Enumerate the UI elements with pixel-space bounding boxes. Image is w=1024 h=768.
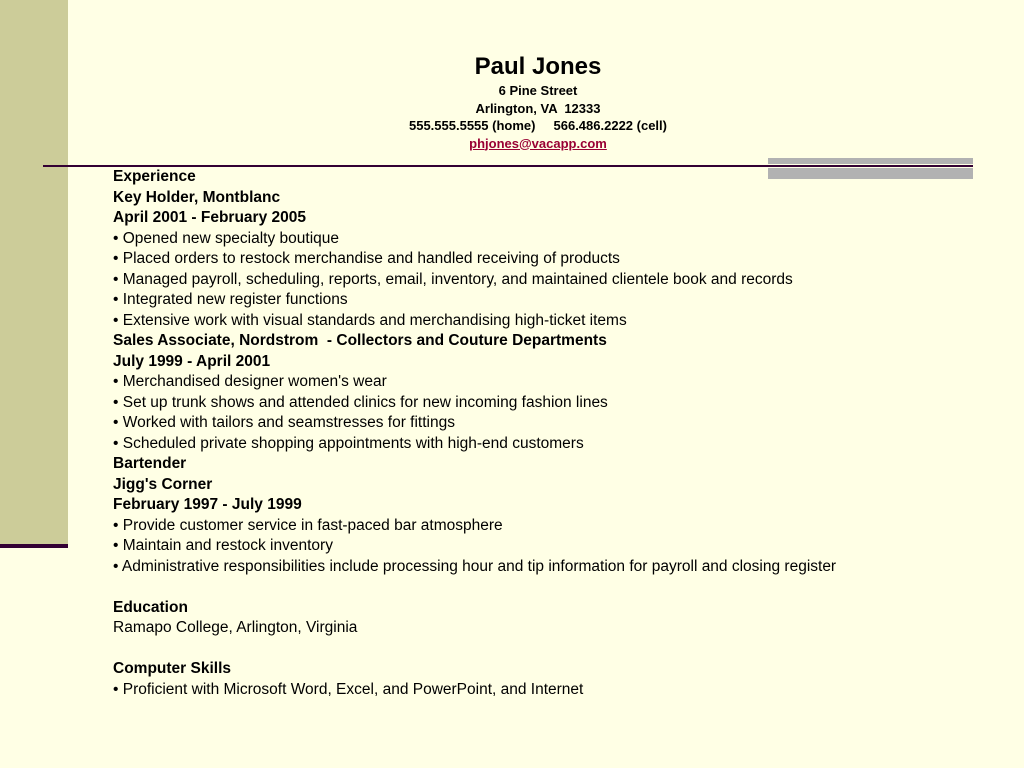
skills-heading: Computer Skills <box>113 660 231 677</box>
job-bullet: • Merchandised designer women's wear <box>113 373 387 390</box>
spacer <box>113 639 993 660</box>
education-school: Ramapo College, Arlington, Virginia <box>113 619 358 636</box>
left-bar-rule <box>0 544 68 548</box>
job-bullet: • Set up trunk shows and attended clinics for new incoming fashion lines <box>113 393 608 411</box>
grey-band-top <box>768 158 973 164</box>
job-bullet: • Integrated new register functions <box>113 291 348 308</box>
job-dates: February 1997 - July 1999 <box>113 496 302 513</box>
resume-header <box>338 52 738 152</box>
email-link[interactable]: phjones@vacapp.com <box>469 135 607 151</box>
applicant-name: Paul Jones <box>474 53 602 80</box>
job-bullet: • Placed orders to restock merchandise and handled receiving of products <box>113 250 620 267</box>
left-decorative-bar <box>0 0 68 548</box>
job-bullet: • Provide customer service in fast-paced bar atmosphere <box>113 516 503 534</box>
job-dates: April 2001 - February 2005 <box>113 209 306 226</box>
job-title: Sales Associate, Nordstrom - Collectors and Couture Departments <box>113 332 607 349</box>
job-bullet: • Extensive work with visual standards and merchandising high-ticket items <box>113 311 627 329</box>
street-address: 6 Pine Street <box>498 83 578 98</box>
job-dates: July 1999 - April 2001 <box>113 352 271 370</box>
job-bullet: • Maintain and restock inventory <box>113 537 333 554</box>
resume-body <box>113 167 993 700</box>
skills-bullet: • Proficient with Microsoft Word, Excel, and PowerPoint, and Internet <box>113 680 584 698</box>
job-bullet: • Scheduled private shopping appointments with high-end customers <box>113 434 584 452</box>
experience-heading: Experience <box>113 168 196 185</box>
job-employer: Jigg's Corner <box>113 475 213 493</box>
job-bullet: • Opened new specialty boutique <box>113 229 340 247</box>
job-title: Bartender <box>113 455 187 472</box>
job-bullet: • Managed payroll, scheduling, reports, email, inventory, and maintained clientele book and records <box>113 270 793 288</box>
education-heading: Education <box>113 598 188 616</box>
job-bullet: • Worked with tailors and seamstresses for fittings <box>113 414 455 431</box>
spacer <box>113 577 993 598</box>
city-state-zip: Arlington, VA 12333 <box>475 100 601 116</box>
phone-numbers: 555.555.5555 (home) 566.486.2222 (cell) <box>408 118 667 133</box>
job-bullet: • Administrative responsibilities include processing hour and tip information for payroll and closing register <box>113 557 837 575</box>
job-title: Key Holder, Montblanc <box>113 188 281 206</box>
